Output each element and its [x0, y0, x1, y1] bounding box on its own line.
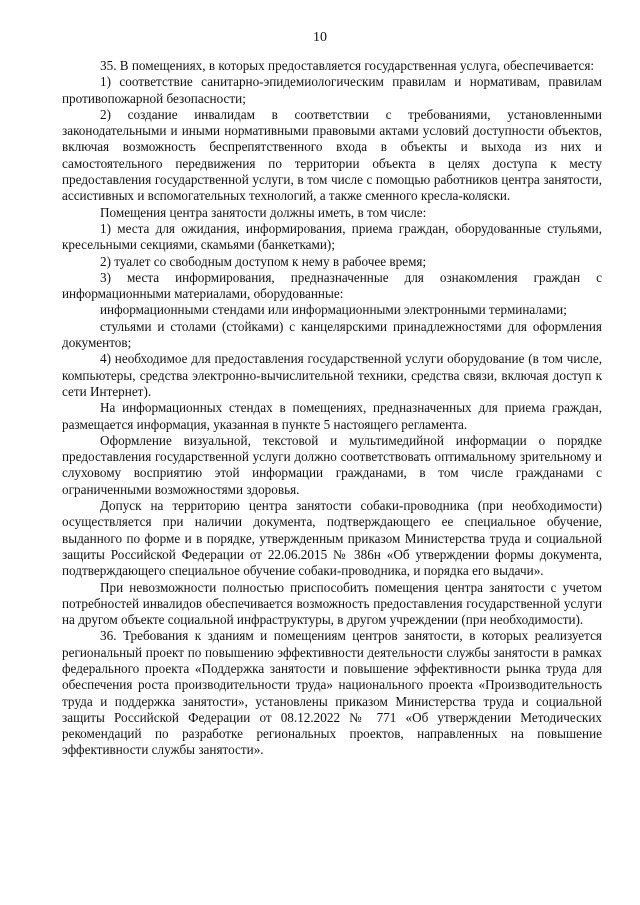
- paragraph-item-1: 1) соответствие санитарно-эпидемиологическим правилам и нормативам, правилам противопожарной безопасности;: [62, 74, 602, 106]
- paragraph-alternative-facility: При невозможности полностью приспособить помещения центра занятости с учетом потребностей инвалидов обеспечивается возможность предоставления государственной услуги на другом объекте социальной инфраструктуры, в другом учреждении (при необходимости).: [62, 579, 602, 628]
- paragraph-info-stands: информационными стендами или информационными электронными терминалами;: [100, 302, 567, 318]
- paragraph-guide-dog: Допуск на территорию центра занятости собаки-проводника (при необходимости) осуществляется при наличии документа, подтверждающего ее специальное обучение, выданного по форме и в порядке, утвержденным приказом Министерства труда и социальной защиты Российской Федерации от 22.06.2015 № 386н «Об утверждении формы документа, подтверждающего специальное обучение собаки-проводника, и порядка его выдачи».: [62, 498, 602, 579]
- paragraph-premises-item-1: 1) места для ожидания, информирования, приема граждан, оборудованные стульями, кресельными секциями, скамьями (банкетками);: [62, 220, 602, 253]
- page-number: 10: [313, 30, 327, 45]
- paragraph-premises-requirements: Помещения центра занятости должны иметь, в том числе:: [100, 204, 427, 220]
- paragraph-chairs-tables: стульями и столами (стойками) с канцелярскими принадлежностями для оформления документов;: [62, 318, 602, 351]
- paragraph-premises-item-4: 4) необходимое для предоставления государственной услуги оборудование (в том числе, компьютеры, средства электронно-вычислительной техники, средства связи, включая доступ к сети Интернет).: [62, 351, 602, 399]
- paragraph-premises-item-2: 2) туалет со свободным доступом к нему в рабочее время;: [100, 253, 427, 269]
- paragraph-35-intro: 35. В помещениях, в которых предоставляется государственная услуга, обеспечивается:: [100, 58, 595, 73]
- paragraph-36: 36. Требования к зданиям и помещениям центров занятости, в которых реализуется региональный проект по повышению эффективности деятельности службы занятости в рамках федерального проекта «Поддержка занятости и повышение эффективности рынка труда для обеспечения роста производительности труда» национального проекта «Производительность труда и поддержка занятости», установлены приказом Министерства труда и социальной защиты Российской Федерации от 08.12.2022 № 771 «Об утверждении Методических рекомендаций по разработке региональных проектов, направленных на повышение эффективности службы занятости».: [62, 628, 602, 758]
- paragraph-visual-info: Оформление визуальной, текстовой и мультимедийной информации о порядке предоставления государственной услуги должно соответствовать оптимальному зрительному и слуховому восприятию этой информации гражданами, в том числе гражданами с ограниченными возможностями здоровья.: [62, 432, 602, 497]
- paragraph-item-2: 2) создание инвалидам в соответствии с требованиями, установленными законодательными и иными нормативными правовыми актами условий доступности объектов, включая возможность беспрепятственного входа в объекты и выхода из них и самостоятельного передвижения по территории объекта в целях доступа к месту предоставления государственной услуги, в том числе с помощью работников центра занятости, ассистивных и вспомогательных технологий, а также сменного кресла-коляски.: [62, 106, 602, 204]
- document-body: [62, 58, 602, 759]
- paragraph-premises-item-3: 3) места информирования, предназначенные для ознакомления граждан с информационными материалами, оборудованные:: [62, 269, 602, 302]
- paragraph-info-placement: На информационных стендах в помещениях, предназначенных для приема граждан, размещается информация, указанная в пункте 5 настоящего регламента.: [62, 400, 602, 432]
